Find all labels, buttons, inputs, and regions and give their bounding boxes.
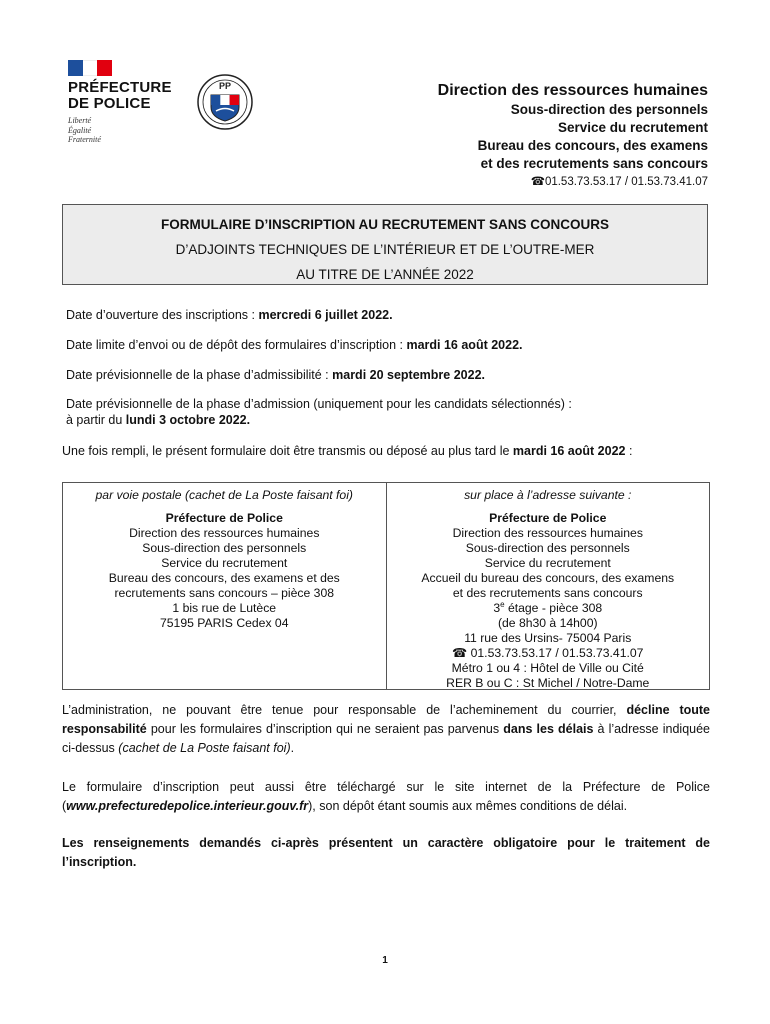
disclaimer-text: à l’adresse indiquée ci-dessus bbox=[62, 722, 711, 755]
deadline-date-value: mardi 16 août 2022. bbox=[406, 338, 523, 352]
onsite-street: 11 rue des Ursins- 75004 Paris bbox=[464, 631, 632, 645]
onsite-hours: (de 8h30 à 14h00) bbox=[497, 616, 598, 630]
header-bureau: Bureau des concours, des examens bbox=[477, 138, 708, 153]
tricolor-flag-icon bbox=[68, 60, 112, 76]
admissibility-date bbox=[66, 367, 485, 383]
onsite-floor-room: étage - pièce 308 bbox=[504, 601, 603, 615]
onsite-phone-numbers: 01.53.73.53.17 / 01.53.73.41.07 bbox=[467, 646, 644, 660]
onsite-floor bbox=[387, 601, 710, 616]
onsite-rer: RER B ou C : St Michel / Notre-Dame bbox=[446, 676, 650, 690]
disclaimer-text: pour les formulaires d’inscription qui ne seraient pas parvenus bbox=[146, 722, 504, 736]
onsite-heading: sur place à l’adresse suivante : bbox=[464, 488, 632, 502]
header-service: Service du recrutement bbox=[557, 120, 708, 135]
form-title-line2: D’ADJOINTS TECHNIQUES DE L’INTÉRIEUR ET DE L’OUTRE-MER bbox=[175, 242, 595, 257]
form-title-line3: AU TITRE DE L’ANNÉE 2022 bbox=[296, 267, 474, 282]
postal-address-column bbox=[63, 483, 386, 689]
postal-line: 1 bis rue de Lutèce bbox=[172, 601, 277, 615]
postal-line: Bureau des concours, des examens et des bbox=[108, 571, 340, 585]
page-number: 1 bbox=[382, 955, 388, 966]
department-title: Direction des ressources humaines bbox=[437, 82, 708, 99]
postal-line: recrutements sans concours – pièce 308 bbox=[114, 586, 334, 600]
onsite-metro: Métro 1 ou 4 : Hôtel de Ville ou Cité bbox=[451, 661, 644, 675]
disclaimer-text: . bbox=[290, 741, 295, 755]
admissibility-date-value: mardi 20 septembre 2022. bbox=[332, 368, 485, 382]
postal-line: Sous-direction des personnels bbox=[142, 541, 307, 555]
admission-date-value: lundi 3 octobre 2022. bbox=[125, 413, 251, 427]
postal-line: Direction des ressources humaines bbox=[129, 526, 320, 540]
transmit-text: Une fois rempli, le présent formulaire doit être transmis ou déposé au plus tard le bbox=[62, 444, 513, 458]
disclaimer-bold: décline toute responsabilité bbox=[62, 703, 711, 736]
phone-icon: ☎ bbox=[530, 176, 545, 188]
postal-line: 75195 PARIS Cedex 04 bbox=[159, 616, 289, 630]
disclaimer-bold: dans les délais bbox=[503, 722, 594, 736]
opening-date-label: Date d’ouverture des inscriptions : bbox=[66, 308, 259, 322]
disclaimer-text: L’administration, ne pouvant être tenue pour responsable de l’acheminement du courrier, bbox=[62, 703, 627, 717]
emblem-monogram: PP bbox=[218, 81, 232, 91]
postal-line: Service du recrutement bbox=[161, 556, 288, 570]
admissibility-date-label: Date prévisionnelle de la phase d’admissibilité : bbox=[66, 368, 333, 382]
form-title-box bbox=[62, 204, 708, 285]
disclaimer-paragraph bbox=[62, 701, 710, 758]
logo-motto-fraternite: Fraternité bbox=[68, 135, 101, 144]
transmit-suffix: : bbox=[625, 444, 633, 458]
department-header bbox=[288, 81, 708, 190]
phone-icon: ☎ bbox=[452, 646, 468, 660]
onsite-phone bbox=[387, 646, 710, 661]
logo-name-line1: PRÉFECTURE bbox=[68, 79, 172, 96]
download-paragraph bbox=[62, 778, 710, 816]
onsite-line: Service du recrutement bbox=[484, 556, 611, 570]
header-subdirection: Sous-direction des personnels bbox=[510, 102, 708, 117]
transmit-date: mardi 16 août 2022 bbox=[512, 444, 626, 458]
prefecture-website-link[interactable]: www.prefecturedepolice.interieur.gouv.fr bbox=[66, 799, 309, 813]
mandatory-notice: Les renseignements demandés ci-après présentent un caractère obligatoire pour le traitement de l’inscription. bbox=[62, 836, 710, 869]
admission-date bbox=[66, 396, 572, 428]
admission-date-label: Date prévisionnelle de la phase d’admission (uniquement pour les candidats sélectionnés) : bbox=[66, 397, 572, 411]
postal-name: Préfecture de Police bbox=[165, 511, 283, 525]
prefecture-logo bbox=[68, 60, 178, 145]
disclaimer-italic: (cachet de La Poste faisant foi) bbox=[118, 741, 291, 755]
logo-motto-liberte: Liberté bbox=[68, 116, 92, 125]
onsite-floor-sup: e bbox=[500, 599, 505, 609]
logo-name-line2: DE POLICE bbox=[68, 95, 151, 112]
police-emblem-icon bbox=[196, 73, 254, 131]
download-text: ), son dépôt étant soumis aux mêmes conditions de délai. bbox=[308, 799, 628, 813]
onsite-floor-number: 3 bbox=[493, 601, 501, 615]
deadline-date bbox=[66, 337, 523, 353]
transmit-deadline bbox=[62, 443, 632, 459]
postal-heading: par voie postale (cachet de La Poste faisant foi) bbox=[95, 488, 353, 502]
header-phone-numbers: 01.53.73.53.17 / 01.53.73.41.07 bbox=[544, 176, 708, 188]
deadline-date-label: Date limite d’envoi ou de dépôt des formulaires d’inscription : bbox=[66, 338, 407, 352]
download-text: Le formulaire d’inscription peut aussi être téléchargé sur le site internet de la Préfecture de Police ( bbox=[62, 780, 710, 813]
logo-motto-egalite: Égalité bbox=[68, 125, 92, 135]
onsite-line: Accueil du bureau des concours, des examens bbox=[421, 571, 675, 585]
onsite-line: Sous-direction des personnels bbox=[465, 541, 630, 555]
opening-date bbox=[66, 307, 393, 323]
header-phone bbox=[288, 174, 708, 190]
form-title-line1: FORMULAIRE D’INSCRIPTION AU RECRUTEMENT SANS CONCOURS bbox=[160, 217, 609, 232]
admission-date-prefix: à partir du bbox=[66, 413, 126, 427]
onsite-line: et des recrutements sans concours bbox=[452, 586, 643, 600]
opening-date-value: mercredi 6 juillet 2022. bbox=[258, 308, 393, 322]
onsite-address-column bbox=[386, 483, 710, 689]
onsite-line: Direction des ressources humaines bbox=[452, 526, 643, 540]
header-bureau-cont: et des recrutements sans concours bbox=[480, 156, 708, 171]
onsite-name: Préfecture de Police bbox=[489, 511, 607, 525]
address-table bbox=[62, 482, 710, 690]
